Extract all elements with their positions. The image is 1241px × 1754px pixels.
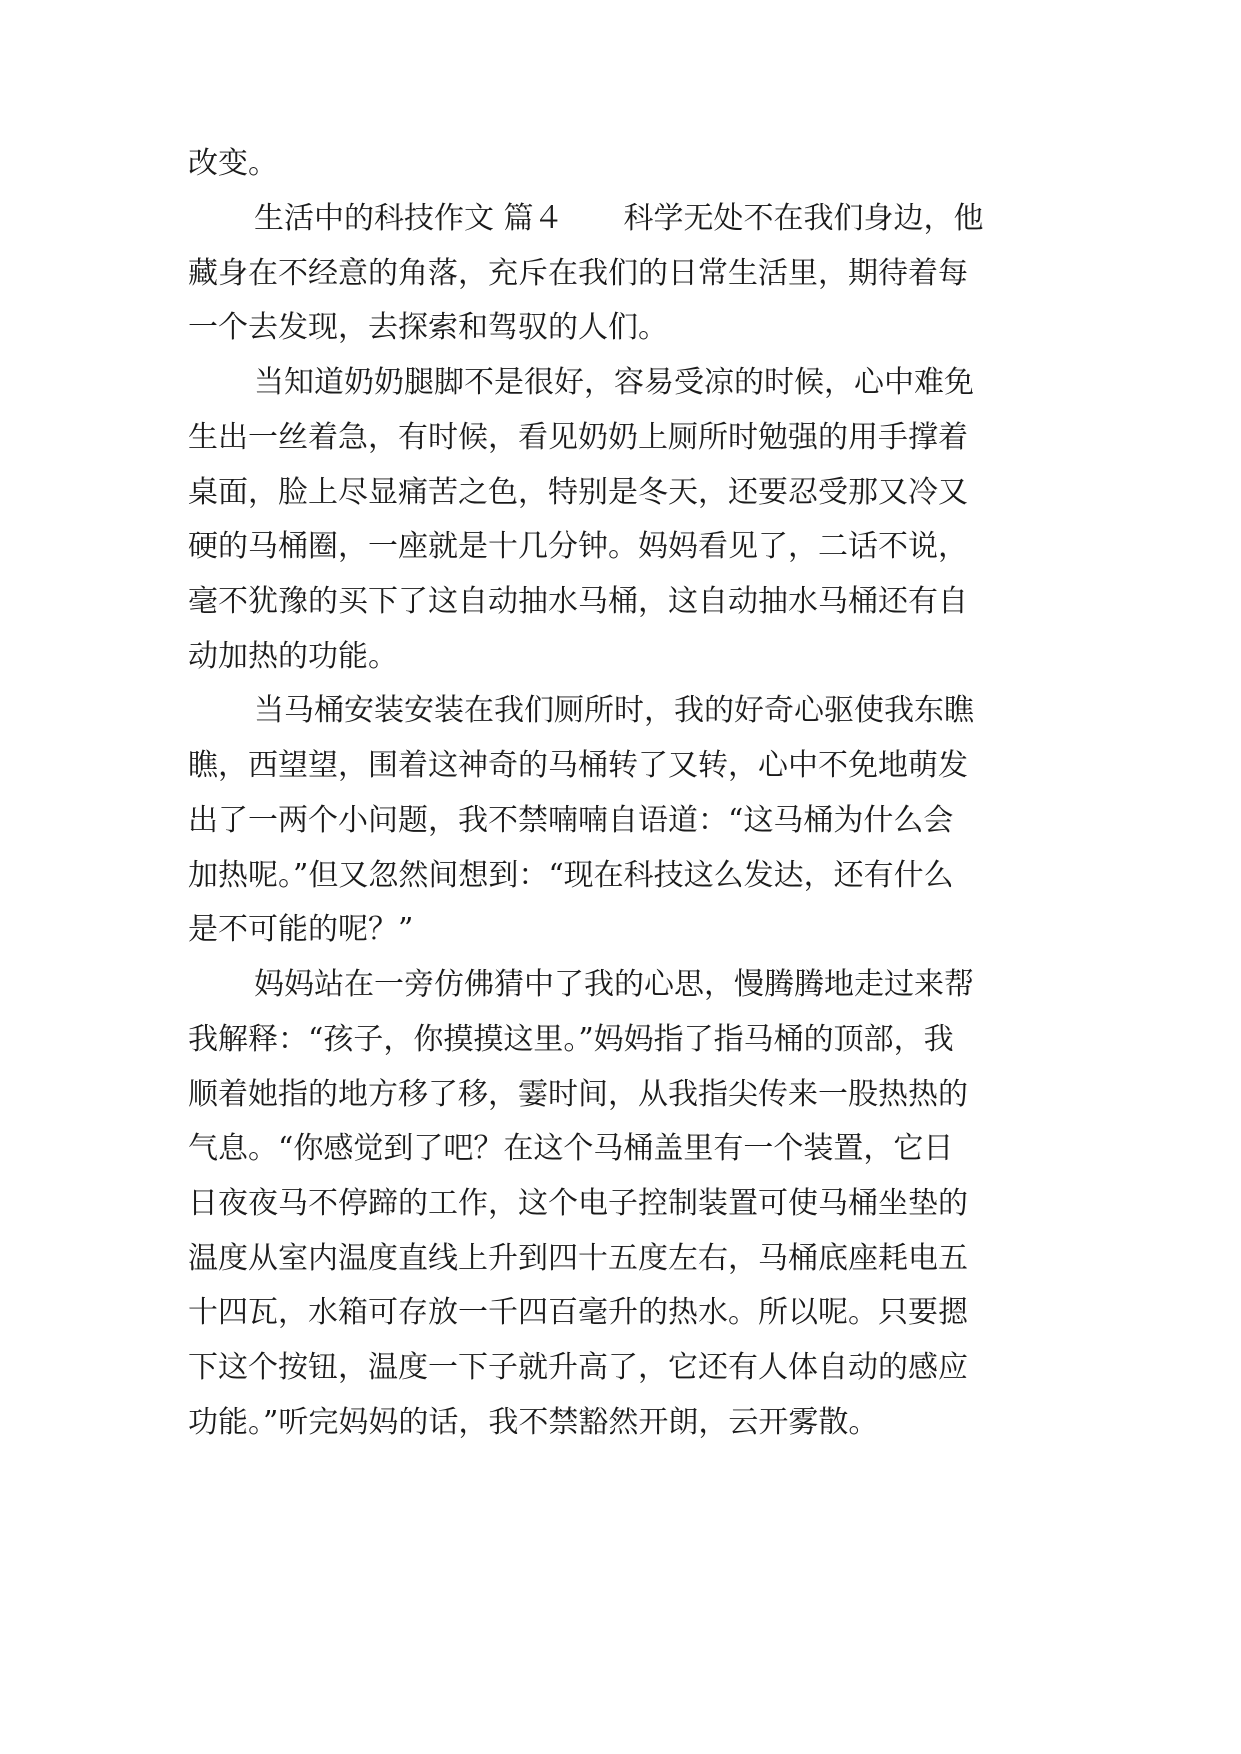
text-line: 出了一两个小问题，我不禁喃喃自语道：“这马桶为什么会 xyxy=(188,803,954,838)
text-line: 生出一丝着急，有时候，看见奶奶上厕所时勉强的用手撑着 xyxy=(188,420,968,455)
text-line: 当马桶安装安装在我们厕所时，我的好奇心驱使我东瞧 xyxy=(254,693,974,728)
text-line: 日夜夜马不停蹄的工作，这个电子控制装置可使马桶坐垫的 xyxy=(188,1186,968,1221)
text-line: 瞧，西望望，围着这神奇的马桶转了又转，心中不免地萌发 xyxy=(188,748,968,783)
text-line: 一个去发现，去探索和驾驭的人们。 xyxy=(188,310,668,345)
text-line: 我解释：“孩子，你摸摸这里。”妈妈指了指马桶的顶部，我 xyxy=(188,1022,954,1057)
text-line: 当知道奶奶腿脚不是很好，容易受凉的时候，心中难免 xyxy=(254,365,974,400)
text-line: 硬的马桶圈，一座就是十几分钟。妈妈看见了，二话不说， xyxy=(188,529,968,564)
text-line: 生活中的科技作文 篇４ 科学无处不在我们身边，他 xyxy=(254,201,984,236)
text-line: 十四瓦，水箱可存放一千四百毫升的热水。所以呢。只要摁 xyxy=(188,1295,968,1330)
text-line: 气息。“你感觉到了吧？在这个马桶盖里有一个装置，它日 xyxy=(188,1131,954,1166)
text-line: 改变。 xyxy=(188,146,278,181)
text-line: 加热呢。”但又忽然间想到：“现在科技这么发达，还有什么 xyxy=(188,858,954,893)
text-line: 顺着她指的地方移了移，霎时间，从我指尖传来一股热热的 xyxy=(188,1077,968,1112)
text-line: 妈妈站在一旁仿佛猜中了我的心思，慢腾腾地走过来帮 xyxy=(254,967,974,1002)
text-line: 温度从室内温度直线上升到四十五度左右，马桶底座耗电五 xyxy=(188,1241,968,1276)
text-line: 藏身在不经意的角落，充斥在我们的日常生活里，期待着每 xyxy=(188,256,968,291)
text-line: 是不可能的呢？” xyxy=(188,912,414,947)
text-line: 动加热的功能。 xyxy=(188,639,398,674)
text-line: 毫不犹豫的买下了这自动抽水马桶，这自动抽水马桶还有自 xyxy=(188,584,968,619)
text-line: 功能。”听完妈妈的话，我不禁豁然开朗，云开雾散。 xyxy=(188,1405,879,1440)
text-line: 桌面，脸上尽显痛苦之色，特别是冬天，还要忍受那又冷又 xyxy=(188,475,968,510)
text-line: 下这个按钮，温度一下子就升高了，它还有人体自动的感应 xyxy=(188,1350,968,1385)
